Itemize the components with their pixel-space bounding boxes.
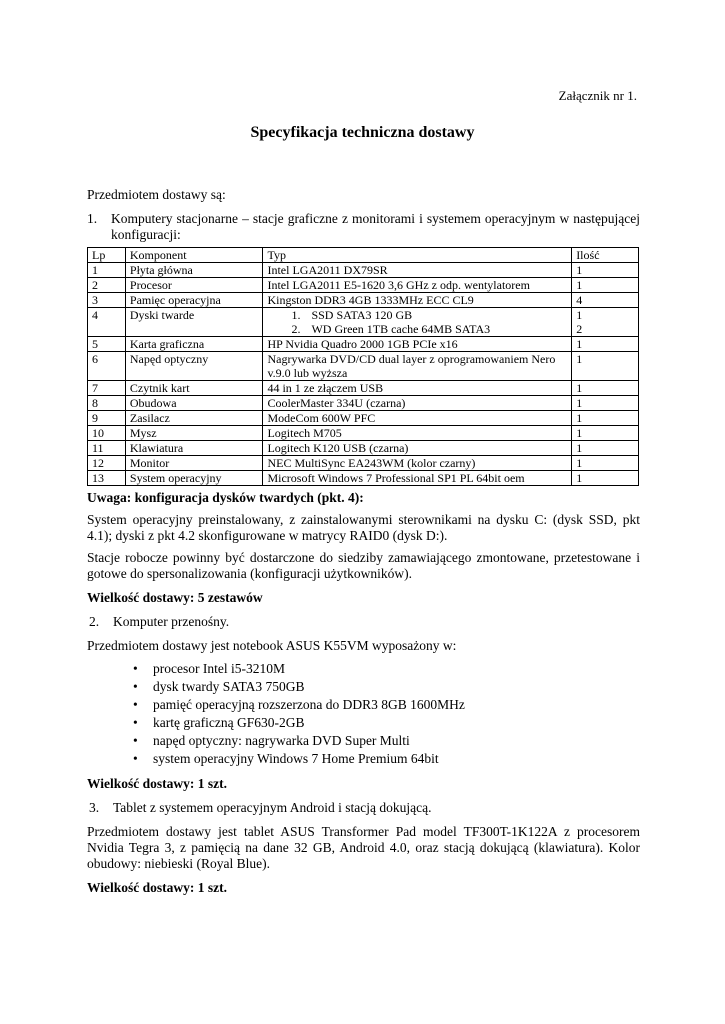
cell-lp: 8 [88, 396, 126, 411]
note-heading: Uwaga: konfiguracja dysków twardych (pkt. 4): [87, 490, 364, 505]
table-row [88, 337, 639, 352]
list-item [133, 732, 640, 750]
cell-lp: 5 [88, 337, 126, 352]
intro-text: Przedmiotem dostawy są: [87, 187, 226, 202]
header-komponent: Komponent [125, 248, 263, 263]
cell-lp: 10 [88, 426, 126, 441]
annex-label: Załącznik nr 1. [558, 88, 637, 103]
table-row [88, 308, 639, 337]
cell-lp: 9 [88, 411, 126, 426]
table-row [88, 381, 639, 396]
bullet-icon: • [133, 751, 138, 766]
list-text: Komputery stacjonarne – stacje graficzne z monitorami i systemem operacyjnym w następującej konfiguracji: [111, 211, 640, 242]
bullet-text: kartę graficzną GF630-2GB [153, 715, 305, 730]
list-item [133, 750, 640, 768]
list-number: 2. [89, 614, 100, 629]
list-item-2 [87, 614, 640, 630]
table-row [88, 293, 639, 308]
list-item [133, 714, 640, 732]
cell-komponent: Czytnik kart [125, 381, 263, 396]
cell-lp: 6 [88, 352, 126, 381]
cell-typ: HP Nvidia Quadro 2000 1GB PCIe x16 [263, 337, 572, 352]
cell-typ: 44 in 1 ze złączem USB [263, 381, 572, 396]
cell-komponent: Obudowa [125, 396, 263, 411]
bullet-text: pamięć operacyjną rozszerzona do DDR3 8GB 1600MHz [153, 697, 465, 712]
table-row [88, 441, 639, 456]
delivery-qty-2: Wielkość dostawy: 1 szt. [87, 776, 227, 791]
bullet-icon: • [133, 733, 138, 748]
header-typ: Typ [263, 248, 572, 263]
table-row [88, 471, 639, 486]
table-row [88, 426, 639, 441]
cell-ilosc: 1 [572, 471, 639, 486]
cell-typ: Intel LGA2011 E5-1620 3,6 GHz z odp. wentylatorem [263, 278, 572, 293]
bullet-icon: • [133, 697, 138, 712]
bullet-icon: • [133, 715, 138, 730]
cell-lp: 12 [88, 456, 126, 471]
table-row [88, 263, 639, 278]
list-text: Tablet z systemem operacyjnym Android i stacją dokującą. [113, 800, 432, 815]
notebook-spec-list [87, 660, 640, 768]
list-item [133, 660, 640, 678]
header-lp: Lp [88, 248, 126, 263]
cell-typ: ModeCom 600W PFC [263, 411, 572, 426]
sub-text: SSD SATA3 120 GB [311, 308, 413, 322]
cell-komponent: Napęd optyczny [125, 352, 263, 381]
cell-lp: 4 [88, 308, 126, 337]
cell-lp: 7 [88, 381, 126, 396]
cell-typ: Microsoft Windows 7 Professional SP1 PL 64bit oem [263, 471, 572, 486]
cell-komponent: Karta graficzna [125, 337, 263, 352]
table-row [88, 456, 639, 471]
bullet-text: procesor Intel i5-3210M [153, 661, 285, 676]
delivery-qty-3: Wielkość dostawy: 1 szt. [87, 880, 227, 895]
cell-ilosc: 4 [572, 293, 639, 308]
delivery-qty-1: Wielkość dostawy: 5 zestawów [87, 590, 263, 605]
tablet-description: Przedmiotem dostawy jest tablet ASUS Transformer Pad model TF300T-1K122A z procesorem Nvidia Tegra 3, z pamięcią na dane 32 GB, Android 4.0, oraz stacją dokującą (klawiatura). Kolor obudowy: niebieski (Royal Blue). [87, 824, 640, 871]
cell-typ: Logitech M705 [263, 426, 572, 441]
cell-typ: NEC MultiSync EA243WM (kolor czarny) [263, 456, 572, 471]
table-row [88, 411, 639, 426]
spec-table [87, 247, 639, 486]
cell-komponent: Procesor [125, 278, 263, 293]
list-item [133, 696, 640, 714]
cell-typ: Logitech K120 USB (czarna) [263, 441, 572, 456]
cell-komponent: Monitor [125, 456, 263, 471]
document-body [87, 187, 640, 896]
cell-komponent: Zasilacz [125, 411, 263, 426]
bullet-text: system operacyjny Windows 7 Home Premium 64bit [153, 751, 439, 766]
sub-number: 1. [291, 308, 301, 322]
cell-ilosc: 1 [572, 411, 639, 426]
sub-list-item [267, 308, 567, 322]
cell-komponent: Mysz [125, 426, 263, 441]
page-title: Specyfikacja techniczna dostawy [250, 124, 475, 141]
sub-text: WD Green 1TB cache 64MB SATA3 [311, 322, 491, 336]
cell-lp: 3 [88, 293, 126, 308]
table-row [88, 396, 639, 411]
list-item [133, 678, 640, 696]
cell-ilosc: 1 [572, 381, 639, 396]
cell-komponent: Dyski twarde [125, 308, 263, 337]
cell-ilosc: 1 [572, 396, 639, 411]
list-item-1 [87, 211, 640, 243]
cell-komponent: Płyta główna [125, 263, 263, 278]
cell-ilosc: 1 [572, 278, 639, 293]
table-row [88, 352, 639, 381]
qty-line: 1 [576, 308, 583, 322]
bullet-icon: • [133, 661, 138, 676]
cell-ilosc: 1 [572, 456, 639, 471]
sub-list-item [267, 322, 567, 336]
bullet-icon: • [133, 679, 138, 694]
cell-typ: CoolerMaster 334U (czarna) [263, 396, 572, 411]
table-header-row [88, 248, 639, 263]
table-row [88, 278, 639, 293]
list-number: 1. [87, 211, 98, 226]
cell-komponent: Klawiatura [125, 441, 263, 456]
list-item-3 [87, 800, 640, 816]
cell-typ: Nagrywarka DVD/CD dual layer z oprogramowaniem Nero v.9.0 lub wyższa [263, 352, 572, 381]
cell-lp: 2 [88, 278, 126, 293]
cell-lp: 11 [88, 441, 126, 456]
cell-lp: 1 [88, 263, 126, 278]
cell-komponent: Pamięc operacyjna [125, 293, 263, 308]
bullet-text: dysk twardy SATA3 750GB [153, 679, 305, 694]
cell-ilosc: 1 [572, 352, 639, 381]
bullet-text: napęd optyczny: nagrywarka DVD Super Multi [153, 733, 410, 748]
header-ilosc: Ilość [572, 248, 639, 263]
note-text: System operacyjny preinstalowany, z zainstalowanymi sterownikami na dysku C: (dysk SSD, pkt 4.1); dyski z pkt 4.2 skonfigurowane w matrycy RAID0 (dysk D:). [87, 512, 640, 543]
cell-ilosc: 1 [572, 426, 639, 441]
qty-line: 2 [576, 322, 583, 336]
sub-number: 2. [291, 322, 301, 336]
list-text: Komputer przenośny. [113, 614, 230, 629]
cell-typ: Intel LGA2011 DX79SR [263, 263, 572, 278]
cell-typ: Kingston DDR3 4GB 1333MHz ECC CL9 [263, 293, 572, 308]
delivery-text: Stacje robocze powinny być dostarczone do siedziby zamawiającego zmontowane, przetestowane i gotowe do spersonalizowania (konfiguracji użytkowników). [87, 550, 640, 581]
cell-komponent: System operacyjny [125, 471, 263, 486]
cell-ilosc: 1 [572, 263, 639, 278]
cell-lp: 13 [88, 471, 126, 486]
list-number: 3. [89, 800, 100, 815]
cell-ilosc [572, 308, 639, 337]
notebook-intro: Przedmiotem dostawy jest notebook ASUS K55VM wyposażony w: [87, 638, 457, 653]
cell-ilosc: 1 [572, 337, 639, 352]
cell-typ [263, 308, 572, 337]
cell-ilosc: 1 [572, 441, 639, 456]
